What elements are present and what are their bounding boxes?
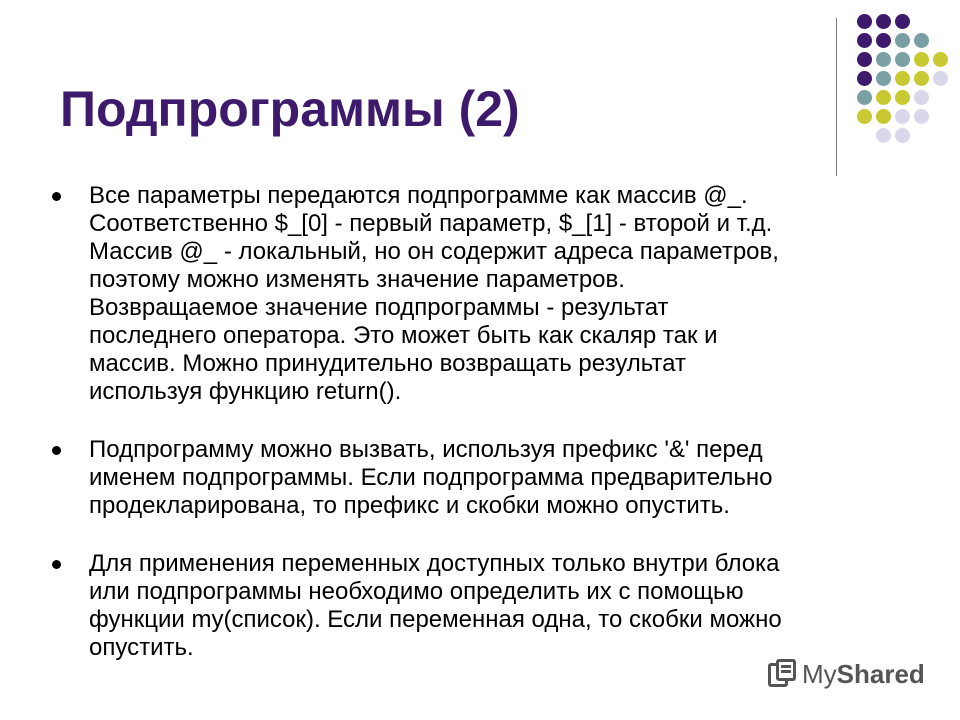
decorative-dot — [895, 14, 910, 29]
decorative-dot — [933, 52, 948, 67]
bullet-item — [48, 550, 918, 662]
decorative-dot — [876, 71, 891, 86]
bullet-line: используя функцию return(). — [89, 378, 402, 405]
decorative-dot — [857, 71, 872, 86]
bullet-text — [89, 436, 918, 520]
decorative-dot — [857, 14, 872, 29]
decorative-dot — [914, 71, 929, 86]
watermark-text-shared: Shared — [836, 658, 925, 689]
bullet-line: именем подпрограммы. Если подпрограмма предварительно — [89, 464, 773, 491]
title-divider-line — [836, 18, 837, 176]
decorative-dot — [876, 33, 891, 48]
decorative-dot — [895, 52, 910, 67]
bullet-line: Массив @_ - локальный, но он содержит адреса параметров, — [89, 238, 779, 265]
decorative-dot — [914, 52, 929, 67]
bullet-text — [89, 550, 918, 662]
decorative-dot — [895, 109, 910, 124]
bullet-line: поэтому можно изменять значение параметров. — [89, 266, 625, 293]
bullet-line: Все параметры передаются подпрограмме как массив @_. — [89, 182, 748, 209]
watermark-text — [802, 659, 925, 690]
decorative-dot — [895, 71, 910, 86]
slide-title: Подпрограммы (2) — [60, 81, 520, 137]
bullet-line: Возвращаемое значение подпрограммы - результат — [89, 294, 669, 321]
decorative-dot — [857, 90, 872, 105]
decorative-dot — [895, 128, 910, 143]
decorative-dot — [895, 33, 910, 48]
decorative-dot — [857, 52, 872, 67]
bullet-line: или подпрограммы необходимо определить их с помощью — [89, 578, 744, 605]
bullet-line: продекларирована, то префикс и скобки можно опустить. — [89, 492, 730, 519]
bullet-item — [48, 182, 918, 406]
bullet-item — [48, 436, 918, 520]
decorative-dot — [914, 90, 929, 105]
bullet-list — [48, 182, 918, 692]
bullet-dot-icon — [52, 446, 61, 455]
bullet-line: функции my(список). Если переменная одна, то скобки можно — [89, 606, 782, 633]
decorative-dot — [914, 33, 929, 48]
decorative-dot — [876, 14, 891, 29]
bullet-dot-icon — [52, 560, 61, 569]
myshared-logo-icon — [768, 659, 798, 689]
decorative-dot — [933, 71, 948, 86]
bullet-text — [89, 182, 918, 406]
decorative-dot — [876, 52, 891, 67]
decorative-dot — [914, 109, 929, 124]
bullet-line: Соответственно $_[0] - первый параметр, $_[1] - второй и т.д. — [89, 210, 773, 237]
decorative-dot — [876, 90, 891, 105]
decorative-dot — [876, 128, 891, 143]
bullet-line: опустить. — [89, 634, 194, 661]
bullet-line: последнего оператора. Это может быть как скаляр так и — [89, 322, 718, 349]
bullet-dot-icon — [52, 192, 61, 201]
watermark-text-my: My — [802, 658, 837, 689]
decorative-dot — [857, 109, 872, 124]
decorative-dot — [895, 90, 910, 105]
decorative-dot — [876, 109, 891, 124]
bullet-line: массив. Можно принудительно возвращать результат — [89, 350, 686, 377]
bullet-line: Подпрограмму можно вызвать, используя префикс '&' перед — [89, 436, 763, 463]
bullet-line: Для применения переменных доступных только внутри блока — [89, 550, 780, 577]
myshared-watermark — [768, 656, 925, 692]
decorative-dot — [857, 33, 872, 48]
